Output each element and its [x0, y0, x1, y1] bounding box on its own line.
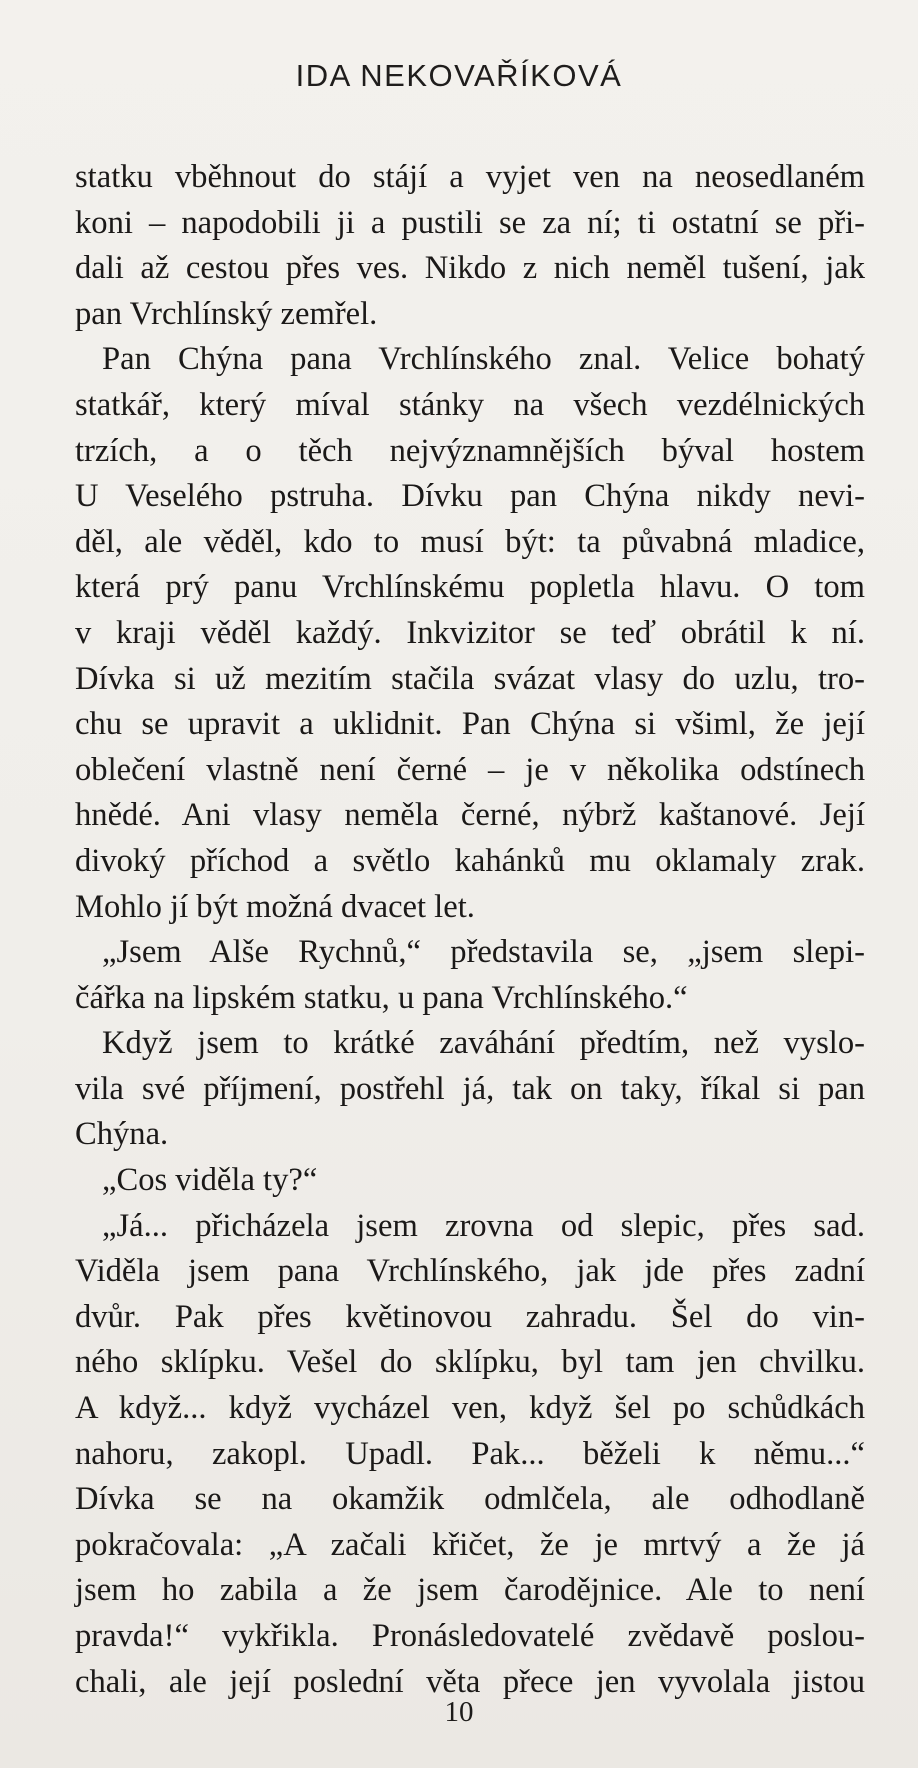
text-line: pan Vrchlínský zemřel.: [75, 295, 378, 332]
text-line: ného sklípku. Vešel do sklípku, byl tam jen chvilku.: [75, 1344, 865, 1381]
text-line: dvůr. Pak přes květinovou zahradu. Šel do vin-: [75, 1298, 865, 1335]
text-line: statku vběhnout do stájí a vyjet ven na neosedlaném: [75, 159, 865, 195]
text-line: děl, ale věděl, kdo to musí být: ta půvabná mladice,: [75, 523, 865, 560]
text-line: pravda!“ vykřikla. Pronásledovatelé zvědavě poslou-: [75, 1618, 865, 1654]
text-line: Pan Chýna pana Vrchlínského znal. Velice bohatý: [102, 341, 865, 378]
text-line: v kraji věděl každý. Inkvizitor se teď obrátil k ní.: [75, 614, 865, 651]
text-line: nahoru, zakopl. Upadl. Pak... běželi k němu...“: [75, 1435, 865, 1472]
text-line: která prý panu Vrchlínskému popletla hlavu. O tom: [75, 569, 865, 606]
page-number: 10: [444, 1696, 474, 1728]
text-line: vila své příjmení, postřehl já, tak on taky, říkal si pan: [75, 1070, 865, 1107]
text-line: Viděla jsem pana Vrchlínského, jak jde přes zadní: [75, 1253, 865, 1290]
text-line: oblečení vlastně není černé – je v několika odstínech: [75, 751, 865, 788]
text-line: A když... když vycházel ven, když šel po schůdkách: [75, 1390, 865, 1427]
text-line: Dívka si už mezitím stačila svázat vlasy do uzlu, tro-: [75, 660, 865, 697]
text-line: „Jsem Alše Rychnů,“ představila se, „jsem slepi-: [102, 934, 865, 971]
text-line: Mohlo jí být možná dvacet let.: [75, 888, 475, 925]
text-line: chu se upravit a uklidnit. Pan Chýna si všiml, že její: [75, 706, 865, 743]
text-line: statkář, který míval stánky na všech vezdélnických: [75, 386, 865, 423]
text-line: Chýna.: [75, 1116, 169, 1153]
text-line: Dívka se na okamžik odmlčela, ale odhodlaně: [75, 1481, 865, 1518]
text-line: čářka na lipském statku, u pana Vrchlínského.“: [75, 979, 688, 1016]
body-text: [75, 155, 865, 1705]
text-line: U Veselého pstruha. Dívku pan Chýna nikdy nevi-: [75, 478, 865, 515]
text-line: trzích, a o těch nejvýznamnějších býval hostem: [75, 432, 865, 469]
text-line: Když jsem to krátké zaváhání předtím, než vyslo-: [102, 1025, 865, 1062]
text-line: „Já... přicházela jsem zrovna od slepic, přes sad.: [102, 1207, 865, 1244]
text-line: koni – napodobili ji a pustili se za ní; ti ostatní se při-: [75, 204, 865, 241]
text-line: „Cos viděla ty?“: [102, 1162, 318, 1199]
text-line: pokračovala: „A začali křičet, že je mrtvý a že já: [75, 1526, 865, 1563]
text-line: hnědé. Ani vlasy neměla černé, nýbrž kaštanové. Její: [75, 797, 865, 834]
text-line: jsem ho zabila a že jsem čarodějnice. Ale to není: [75, 1572, 865, 1609]
text-line: divoký příchod a světlo kahánků mu oklamaly zrak.: [75, 842, 865, 879]
running-head: IDA NEKOVAŘÍKOVÁ: [295, 58, 623, 93]
text-line: dali až cestou přes ves. Nikdo z nich neměl tušení, jak: [75, 250, 865, 287]
text-line: chali, ale její poslední věta přece jen vyvolala jistou: [75, 1663, 865, 1700]
